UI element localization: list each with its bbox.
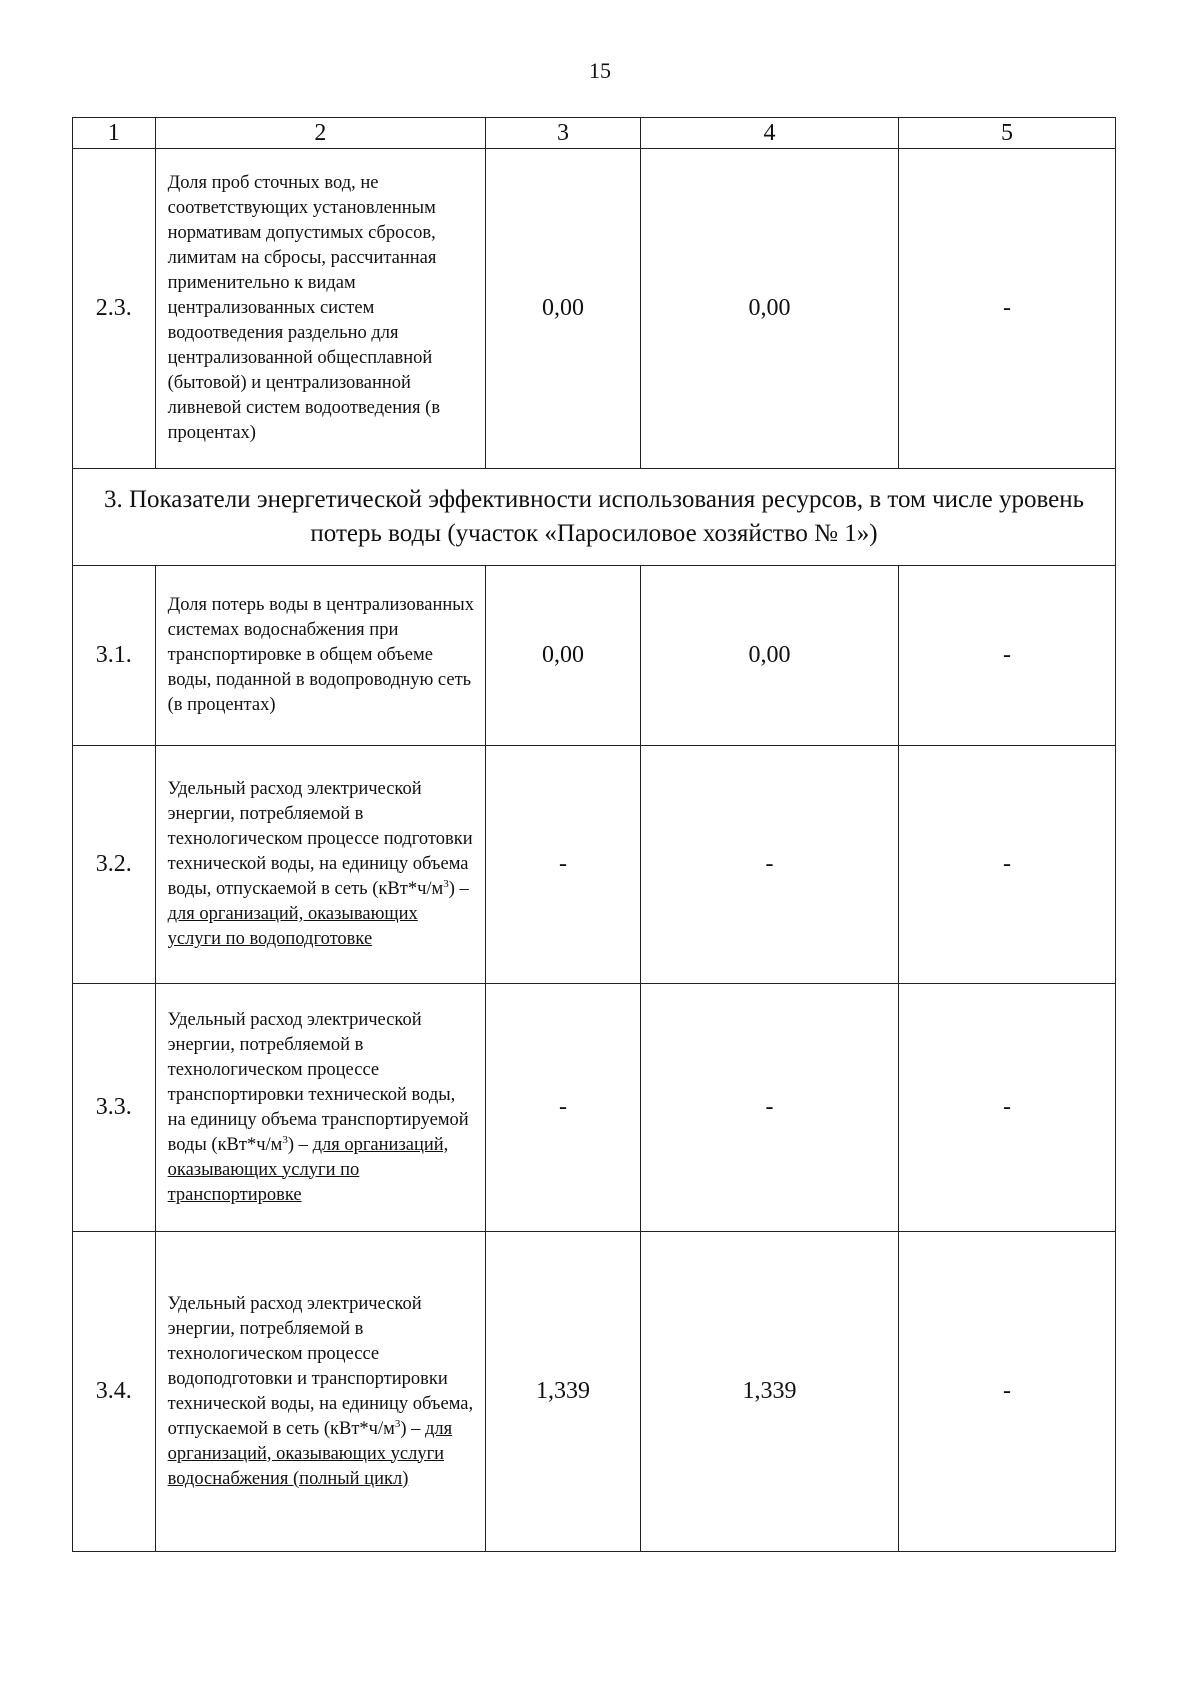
value-col-4: - (640, 746, 898, 984)
column-header: 5 (899, 118, 1116, 149)
value-col-5: - (899, 149, 1116, 469)
table-row (73, 1232, 1116, 1552)
superscript: 3 (443, 877, 449, 890)
table-row (73, 984, 1116, 1232)
description-underlined: для организаций, оказывающих услуги по транспортировке (167, 1134, 449, 1205)
table-header-row (73, 118, 1116, 149)
section-header-row (73, 469, 1116, 566)
value-col-3: - (486, 746, 641, 984)
value-col-3: 1,339 (486, 1232, 641, 1552)
row-number: 3.3. (73, 984, 156, 1232)
column-header: 4 (640, 118, 898, 149)
indicators-table (72, 117, 1116, 1552)
description-text: Удельный расход электрической энергии, потребляемой в технологическом процессе подготовки технической воды, на единицу объема воды, отпускаемой в сеть (кВт*ч/м (167, 779, 473, 899)
description-text: Удельный расход электрической энергии, потребляемой в технологическом процессе водоподготовки и транспортировки технической воды, на единицу объема, отпускаемой в сеть (кВт*ч/м (167, 1293, 474, 1439)
value-col-3: 0,00 (486, 149, 641, 469)
row-description (155, 1232, 485, 1552)
description-tail: ) – (448, 879, 469, 899)
row-number: 3.2. (73, 746, 156, 984)
row-number: 2.3. (73, 149, 156, 469)
value-col-4: 0,00 (640, 566, 898, 746)
row-number: 3.4. (73, 1232, 156, 1552)
superscript: 3 (282, 1133, 288, 1146)
row-description (155, 746, 485, 984)
value-col-3: - (486, 984, 641, 1232)
value-col-4: 1,339 (640, 1232, 898, 1552)
value-col-3: 0,00 (486, 566, 641, 746)
value-col-5: - (899, 566, 1116, 746)
description-tail: ) – (400, 1418, 421, 1439)
column-header: 3 (486, 118, 641, 149)
description-underlined: для организаций, оказывающих услуги водоснабжения (полный цикл) (167, 1418, 453, 1489)
table-row (73, 149, 1116, 469)
value-col-5: - (899, 746, 1116, 984)
row-description: Доля проб сточных вод, не соответствующих установленным нормативам допустимых сбросов, лимитам на сбросы, рассчитанная применительно к видам централизованных систем водоотведения раздельно для централизованной общесплавной (бытовой) и централизованной ливневой систем водоотведения (в процентах) (155, 149, 485, 469)
row-description: Доля потерь воды в централизованных системах водоснабжения при транспортировке в общем объеме воды, поданной в водопроводную сеть (в процентах) (155, 566, 485, 746)
value-col-5: - (899, 984, 1116, 1232)
column-header: 2 (155, 118, 485, 149)
description-underlined: для организаций, оказывающих услуги по водоподготовке (167, 904, 418, 949)
value-col-5: - (899, 1232, 1116, 1552)
description-text: Удельный расход электрической энергии, потребляемой в технологическом процессе транспортировки технической воды, на единицу объема транспортируемой воды (кВт*ч/м (167, 1009, 469, 1155)
section-title: 3. Показатели энергетической эффективности использования ресурсов, в том числе уровень потерь воды (участок «Паросиловое хозяйство № 1») (73, 469, 1116, 566)
column-header: 1 (73, 118, 156, 149)
value-col-4: 0,00 (640, 149, 898, 469)
table-row (73, 566, 1116, 746)
row-description (155, 984, 485, 1232)
value-col-4: - (640, 984, 898, 1232)
table-row (73, 746, 1116, 984)
row-number: 3.1. (73, 566, 156, 746)
page-number: 15 (589, 58, 611, 83)
description-tail: ) – (287, 1134, 308, 1155)
superscript: 3 (394, 1417, 401, 1430)
